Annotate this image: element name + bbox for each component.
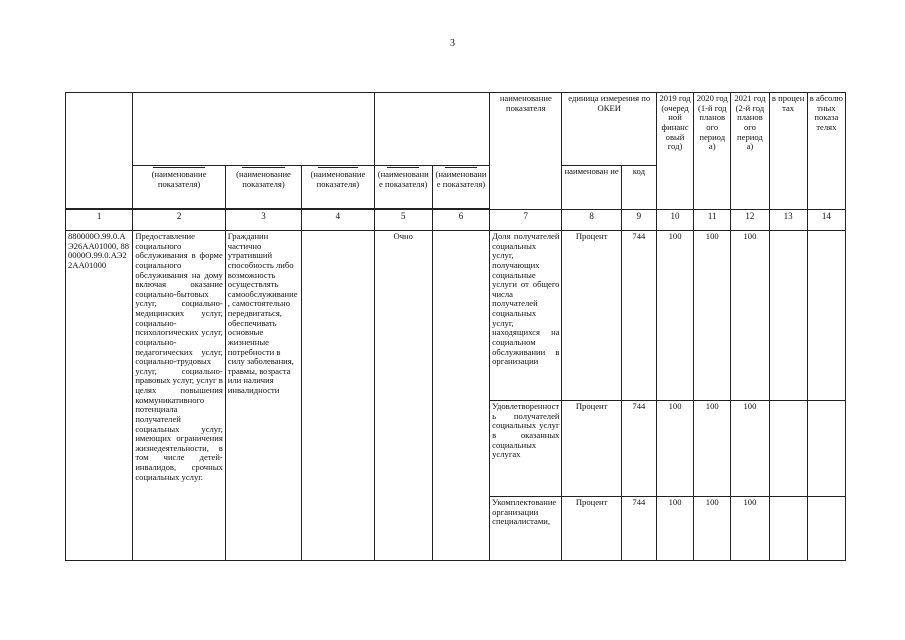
indicator-deviation-percent <box>769 401 807 497</box>
column-number-row <box>66 210 846 231</box>
header-in-percent: в процен тах <box>769 93 807 210</box>
indicator-deviation-absolute <box>807 401 845 497</box>
header-unit-group: единица измерения по ОКЕИ <box>562 93 656 166</box>
column-number: 10 <box>656 210 693 231</box>
header-blank-group-b <box>374 93 490 166</box>
column-number: 4 <box>302 210 374 231</box>
column-number: 5 <box>374 210 432 231</box>
empty-cell-col4 <box>302 231 374 561</box>
header-blank-group-a <box>133 93 374 166</box>
indicator-value-2019: 100 <box>656 497 693 561</box>
indicator-name-cell: Доля получателей социальных услуг, получающих социальные услуги от общего числа получателей социальных услуг, находящихся на социальном обслуживании в организации <box>490 231 562 401</box>
column-number: 2 <box>133 210 225 231</box>
indicator-name-cell: Укомплектование организации специалистами, <box>490 497 562 561</box>
header-placeholder-2: (наименование показателя) <box>225 166 301 209</box>
column-number: 12 <box>731 210 769 231</box>
indicator-value-2020: 100 <box>694 401 731 497</box>
indicator-value-2019: 100 <box>656 231 693 401</box>
column-number: 6 <box>432 210 489 231</box>
indicator-unit-cell: Процент <box>562 401 621 497</box>
header-blank-col1 <box>66 93 133 209</box>
header-unit-name: наименован ие <box>562 166 621 210</box>
header-indicator-name: наименование показателя <box>490 93 562 210</box>
column-number: 7 <box>490 210 562 231</box>
column-number: 1 <box>66 210 133 231</box>
indicator-deviation-absolute <box>807 497 845 561</box>
empty-cell-col6 <box>432 231 489 561</box>
header-placeholder-4: (наименовани е показателя) <box>374 166 432 209</box>
recipient-category-cell: Гражданин частично утративший способность либо возможность осуществлять самообслуживание, самостоятельно передвигаться, обеспечивать основные жизненные потребности в силу заболевания, травмы, возраста или наличия инвалидности <box>225 231 301 561</box>
indicator-code-cell: 744 <box>621 497 656 561</box>
column-number: 9 <box>621 210 656 231</box>
page-number: 3 <box>450 38 455 49</box>
indicator-value-2020: 100 <box>694 231 731 401</box>
indicator-value-2019: 100 <box>656 401 693 497</box>
indicator-code-cell: 744 <box>621 401 656 497</box>
header-year-2021: 2021 год (2-й год планов ого период а) <box>731 93 769 210</box>
column-number: 3 <box>225 210 301 231</box>
table-row <box>66 231 846 401</box>
column-number: 8 <box>562 210 621 231</box>
header-year-2019: 2019 год (очеред ной финанс овый год) <box>656 93 693 210</box>
header-placeholder-5: (наименовани е показателя) <box>432 166 489 209</box>
indicator-unit-cell: Процент <box>562 231 621 401</box>
indicator-name-cell: Удовлетворенность получателей социальных услуг в оказанных социальных услугах <box>490 401 562 497</box>
header-placeholder-3: (наименование показателя) <box>302 166 374 209</box>
service-form-cell: Очно <box>374 231 432 561</box>
indicator-code-cell: 744 <box>621 231 656 401</box>
indicator-value-2021: 100 <box>731 231 769 401</box>
header-unit-code: код <box>621 166 656 210</box>
indicator-value-2021: 100 <box>731 497 769 561</box>
indicator-deviation-percent <box>769 231 807 401</box>
quality-indicators-table <box>65 92 846 561</box>
indicator-unit-cell: Процент <box>562 497 621 561</box>
header-row-top <box>66 93 846 166</box>
header-year-2020: 2020 год (1-й год планов ого период а) <box>694 93 731 210</box>
indicator-deviation-absolute <box>807 231 845 401</box>
indicator-value-2020: 100 <box>694 497 731 561</box>
indicator-deviation-percent <box>769 497 807 561</box>
header-in-absolute: в абсолю тных показа телях <box>807 93 845 210</box>
column-number: 11 <box>694 210 731 231</box>
indicator-value-2021: 100 <box>731 401 769 497</box>
header-placeholder-1: (наименование показателя) <box>133 166 225 209</box>
column-number: 14 <box>807 210 845 231</box>
registry-code-cell: 880000О.99.0.АЭ26АА01000, 880000О.99.0.АЭ22АА01000 <box>66 231 133 561</box>
column-number: 13 <box>769 210 807 231</box>
service-description-cell: Предоставление социального обслуживания в форме социального обслуживания на дому включая оказание социально-бытовых услуг, социально-медицинских услуг, социально-психологических услуг, социально-педагогических услуг, социально-трудовых услуг, социально-правовых услуг, услуг в целях повышения коммуникативного потенциала получателей социальных услуг, имеющих ограничения жизнедеятельности, в том числе детей-инвалидов, срочных социальных услуг. <box>133 231 225 561</box>
